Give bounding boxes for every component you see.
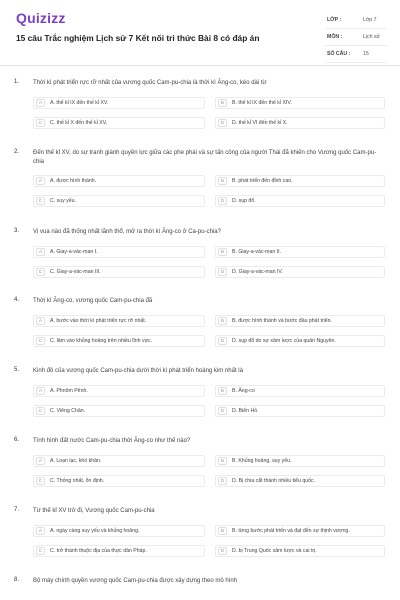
option-text: C. trở thành thuộc địa của thực dân Pháp. [50,548,147,554]
option-letter-badge: D [218,197,227,205]
option-letter-badge: D [218,407,227,415]
answer-option[interactable] [215,266,385,278]
option-letter-badge: A [36,177,45,185]
option-text: C. lâm vào khủng hoảng trên nhiều lĩnh vực. [50,338,153,344]
question-number: 2. [14,149,20,155]
answer-option[interactable] [215,97,385,109]
quizizz-logo[interactable]: Quizizz [16,10,66,26]
answer-option[interactable] [33,455,205,467]
answer-option[interactable] [33,315,205,327]
answer-option[interactable] [33,97,205,109]
meta-box [325,14,387,65]
option-letter-badge: C [36,547,45,555]
option-letter-badge: C [36,197,45,205]
option-letter-badge: C [36,407,45,415]
option-letter-badge: B [218,317,227,325]
option-letter-badge: D [218,268,227,276]
answer-option[interactable] [33,525,205,537]
answer-option[interactable] [215,545,385,557]
option-letter-badge: B [218,248,227,256]
option-text: B. được hình thành và bước đầu phát triển. [232,318,332,324]
answer-option[interactable] [215,315,385,327]
answer-option[interactable] [215,455,385,467]
answer-option[interactable] [215,405,385,417]
answer-option[interactable] [215,385,385,397]
meta-label: SỐ CÂU : [327,51,351,57]
question-number: 3. [14,228,20,234]
answer-option[interactable] [215,525,385,537]
option-text: D. Biển Hồ. [232,408,259,414]
question-text: Tình hình đất nước Cam-pu-chia thời Ăng-co như thế nào? [33,438,191,444]
option-letter-badge: A [36,387,45,395]
option-text: B. từng bước phát triển và đạt đến sự thịnh vượng. [232,528,350,534]
worksheet-header [0,0,400,66]
question-number: 6. [14,437,20,443]
option-letter-badge: D [218,477,227,485]
answer-option[interactable] [215,117,385,129]
answer-option[interactable] [215,335,385,347]
option-text: B. phát triển đến đỉnh cao. [232,178,293,184]
option-letter-badge: C [36,268,45,276]
option-letter-badge: C [36,337,45,345]
option-letter-badge: A [36,99,45,107]
question-number: 4. [14,297,20,303]
option-text: B. Khủng hoảng, suy yếu. [232,458,292,464]
option-letter-badge: A [36,457,45,465]
question-number: 7. [14,507,20,513]
question-number: 1. [14,79,20,85]
meta-row-class [325,14,387,29]
option-text: C. thế kỉ X đến thế kỉ XV. [50,120,108,126]
answer-option[interactable] [215,246,385,258]
option-text: D. Bị chia cắt thành nhiều tiểu quốc. [232,478,316,484]
meta-label: MÔN : [327,34,343,40]
option-text: D. sụp đổ. [232,198,256,204]
answer-option[interactable] [215,195,385,207]
answer-option[interactable] [33,335,205,347]
option-text: C. Viêng Chăn. [50,408,86,414]
option-letter-badge: B [218,387,227,395]
option-letter-badge: B [218,527,227,535]
option-text: A. được hình thành. [50,178,97,184]
question-text: Từ thế kỉ XV trở đi, Vương quốc Cam-pu-chia [33,508,155,514]
option-letter-badge: A [36,248,45,256]
option-text: B. Ăng-co [232,388,255,394]
option-text: D. thế kỉ VI đến thế kỉ X. [232,120,288,126]
option-text: D. sụp đổ do sự xâm lược của quân Nguyên. [232,338,336,344]
meta-value: Lịch sử [363,34,381,40]
meta-value: Lớp 7 [363,17,377,23]
question-text: Kinh đô của vương quốc Cam-pu-chia dưới thời kì phát triển hoàng kim nhất là [33,368,243,374]
option-text: A. Loạn lạc, khó khăn. [50,458,102,464]
answer-option[interactable] [33,246,205,258]
option-letter-badge: D [218,119,227,127]
answer-option[interactable] [33,175,205,187]
meta-row-count [325,48,387,63]
meta-value: 15 [363,51,369,57]
option-letter-badge: B [218,457,227,465]
option-text: B. Giay-a-vác-man II. [232,249,282,255]
option-text: A. thế kỉ IX đến thế kỉ XV. [50,100,109,106]
question-text: Đến thế kỉ XV, do sự tranh giành quyền lực giữa các phe phái và sự tấn công của người Thái đã khiến cho Vương quốc Cam-pu-chia [33,150,377,165]
answer-option[interactable] [33,475,205,487]
option-text: D. bị Trung Quốc xâm lược và cai trị. [232,548,317,554]
answer-option[interactable] [215,175,385,187]
answer-option[interactable] [33,117,205,129]
answer-option[interactable] [215,475,385,487]
question-number: 8. [14,577,20,583]
meta-row-subject [325,31,387,46]
question-text: Vị vua nào đã thống nhất lãnh thổ, mở ra thời kì Ăng-co ở Ca-pu-chia? [33,229,221,235]
answer-option[interactable] [33,405,205,417]
answer-option[interactable] [33,385,205,397]
question-number: 5. [14,367,20,373]
option-letter-badge: D [218,547,227,555]
answer-option[interactable] [33,195,205,207]
option-text: B. thế kỉ IX đến thế kỉ XIV. [232,100,292,106]
option-text: A. Giay-a-vác-man I. [50,249,98,255]
option-text: C. Giay-a-vác-man III. [50,269,101,275]
option-text: A. bước vào thời kì phát triển rực rỡ nhất. [50,318,147,324]
option-letter-badge: D [218,337,227,345]
option-text: C. Thống nhất, ổn định. [50,478,105,484]
question-text: Thời kì Ăng-co, vương quốc Cam-pu-chia đã [33,298,153,304]
option-text: C. suy yếu. [50,198,76,204]
option-letter-badge: B [218,177,227,185]
question-text: Thời kì phát triển rực rỡ nhất của vương quốc Cam-pu-chia là thời kì Ăng-co, kéo dài từ [33,80,267,86]
option-letter-badge: A [36,527,45,535]
option-text: A. ngày càng suy yếu và khủng hoảng. [50,528,140,534]
option-text: A. Phnôm Pênh. [50,388,88,394]
worksheet-title: 15 câu Trắc nghiệm Lịch sử 7 Kết nối tri thức Bài 8 có đáp án [16,33,260,43]
option-text: D. Giay-a-vác-man IV. [232,269,283,275]
option-letter-badge: B [218,99,227,107]
option-letter-badge: A [36,317,45,325]
answer-option[interactable] [33,545,205,557]
answer-option[interactable] [33,266,205,278]
question-text: Bộ máy chính quyền vương quốc Cam-pu-chia được xây dựng theo mô hình [33,578,238,584]
option-letter-badge: C [36,119,45,127]
meta-label: LỚP : [327,17,342,23]
option-letter-badge: C [36,477,45,485]
